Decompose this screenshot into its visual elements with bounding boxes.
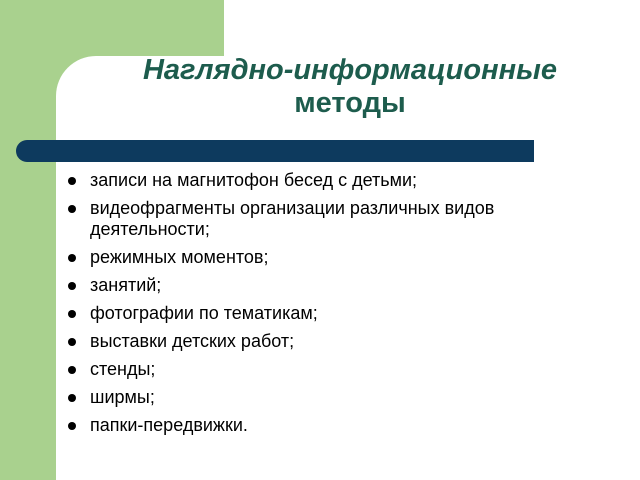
list-item-text: фотографии по тематикам; (90, 303, 318, 323)
list-item-text: видеофрагменты организации различных видов деятельности; (90, 198, 495, 239)
list-item (68, 387, 588, 408)
list-item-text: выставки детских работ; (90, 331, 295, 351)
slide-title (80, 54, 620, 120)
bullet-list (68, 170, 588, 443)
bullet-dot-icon (68, 254, 76, 262)
list-item (68, 331, 588, 352)
bullet-dot-icon (68, 394, 76, 402)
bullet-dot-icon (68, 205, 76, 213)
list-item-text: занятий; (90, 275, 162, 295)
bullet-dot-icon (68, 366, 76, 374)
title-line-1: Наглядно-информационные (142, 54, 558, 86)
list-item (68, 170, 588, 191)
list-item-text: записи на магнитофон бесед с детьми; (90, 170, 418, 190)
list-item-text: стенды; (90, 359, 156, 379)
bullet-dot-icon (68, 282, 76, 290)
bullet-dot-icon (68, 422, 76, 430)
list-item-text: ширмы; (90, 387, 155, 407)
list-item (68, 198, 588, 240)
title-divider-bar (16, 140, 534, 162)
bullet-dot-icon (68, 338, 76, 346)
title-line-2: методы (294, 87, 406, 119)
list-item (68, 303, 588, 324)
list-item (68, 247, 588, 268)
list-item (68, 359, 588, 380)
bullet-dot-icon (68, 177, 76, 185)
list-item (68, 275, 588, 296)
list-item (68, 415, 588, 436)
list-item-text: папки-передвижки. (90, 415, 248, 435)
list-item-text: режимных моментов; (90, 247, 269, 267)
bullet-dot-icon (68, 310, 76, 318)
